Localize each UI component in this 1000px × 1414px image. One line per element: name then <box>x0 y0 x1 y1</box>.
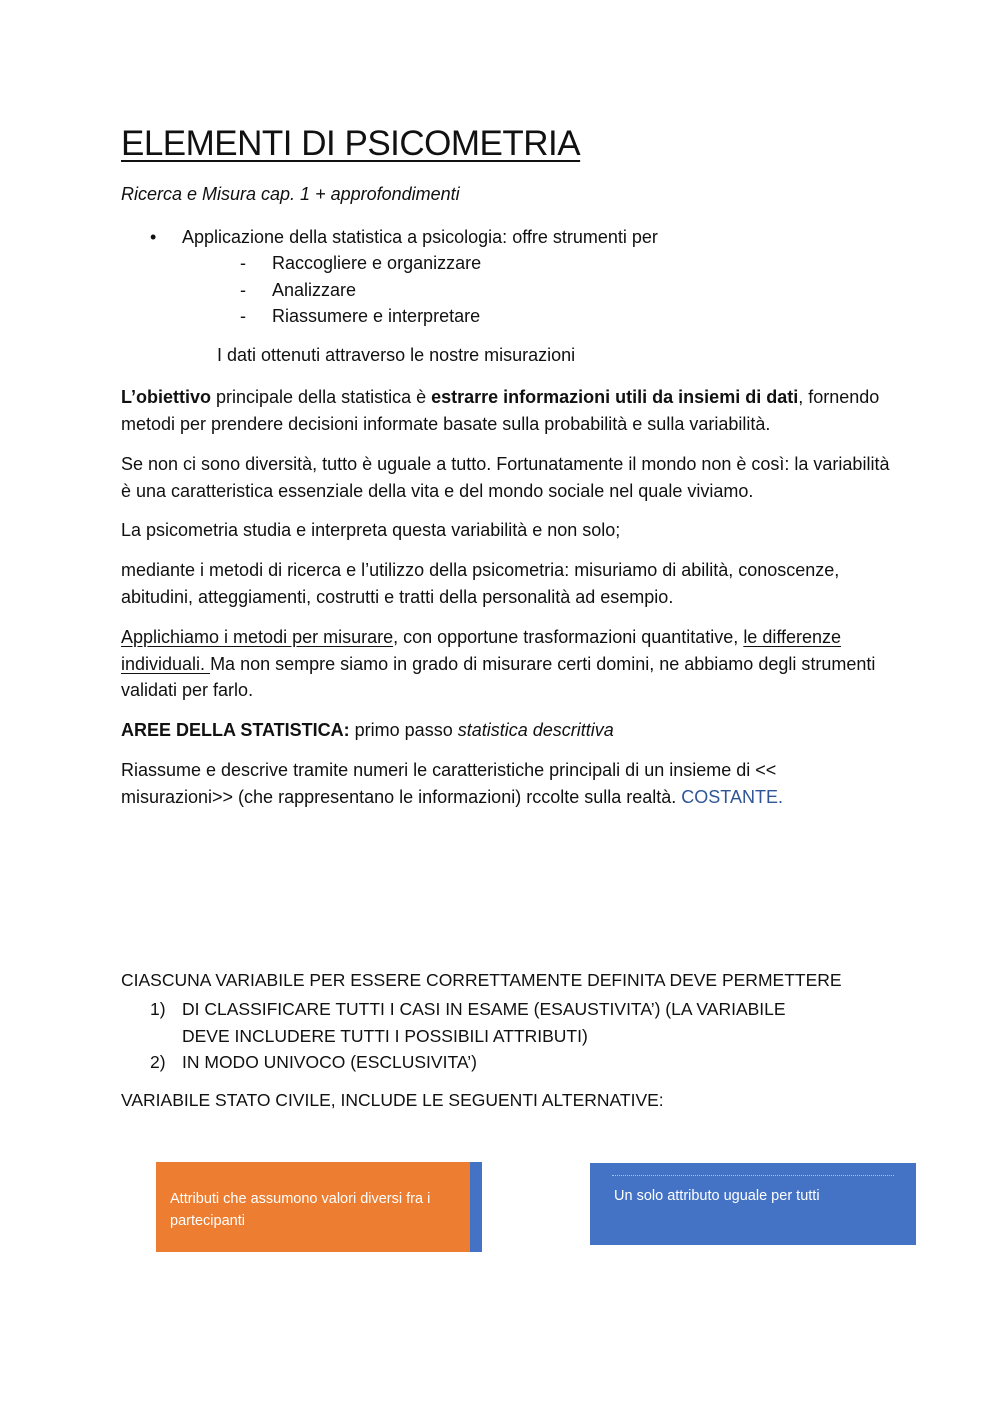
list-item <box>150 996 822 1049</box>
dash-marker: - <box>240 306 246 326</box>
paragraph-riassume <box>121 757 891 810</box>
paragraph-aree <box>121 717 891 744</box>
paragraph-diversita: Se non ci sono diversità, tutto è uguale a tutto. Fortunatamente il mondo non è così: la variabilità è una caratteristica essenziale della vita e del mondo sociale nel quale viviamo. <box>121 454 890 501</box>
variabile-heading: CIASCUNA VARIABILE PER ESSERE CORRETTAMENTE DEFINITA DEVE PERMETTERE <box>121 970 842 990</box>
paragraph-metodi: mediante i metodi di ricerca e l’utilizzo della psicometria: misuriamo di abilità, conoscenze, abitudini, atteggiamenti, costrutti e tratti della personalità ad esempio. <box>121 560 840 607</box>
list-number: 1) <box>150 999 166 1019</box>
section-heading: AREE DELLA STATISTICA: <box>121 720 350 740</box>
paragraph-text: principale della statistica è <box>211 387 432 407</box>
list-item <box>150 1049 822 1076</box>
list-item-text: Raccogliere e organizzare <box>272 253 482 273</box>
paragraph-psicometria: La psicometria studia e interpreta questa variabilità e non solo; <box>121 520 621 540</box>
list-item-text: IN MODO UNIVOCO (ESCLUSIVITA’) <box>182 1052 477 1072</box>
orange-box-edge <box>470 1162 482 1252</box>
paragraph-text: , fornendo metodi per prendere decisioni informate basate sulla probabilità e sulla variabilità. <box>121 387 880 434</box>
indented-text: I dati ottenuti attraverso le nostre misurazioni <box>217 345 576 365</box>
page-title: ELEMENTI DI PSICOMETRIA <box>121 124 581 163</box>
dash-marker: - <box>240 253 246 273</box>
underlined-text: le differenze individuali. <box>121 627 842 674</box>
dash-marker: - <box>240 279 246 300</box>
numbered-list <box>150 996 822 1076</box>
orange-box <box>156 1162 470 1252</box>
paragraph-applichiamo <box>121 624 891 704</box>
bold-text: estrarre informazioni utili da insiemi di dati <box>431 387 799 407</box>
blue-box-text: Un solo attributo uguale per tutti <box>614 1188 820 1204</box>
italic-text: statistica descrittiva <box>457 720 614 740</box>
highlight-text: COSTANTE. <box>681 786 783 807</box>
stato-civile-heading: VARIABILE STATO CIVILE, INCLUDE LE SEGUENTI ALTERNATIVE: <box>121 1090 664 1110</box>
blue-box-divider <box>612 1175 894 1176</box>
list-item-text: Analizzare <box>272 279 357 300</box>
paragraph-text: primo passo <box>349 720 458 740</box>
orange-box-text: Attributi che assumono valori diversi fra i partecipanti <box>170 1191 431 1229</box>
list-number: 2) <box>150 1052 166 1072</box>
underlined-text: Applichiamo i metodi per misurare <box>121 627 394 647</box>
paragraph-text: Ma non sempre siamo in grado di misurare certi domini, ne abbiamo degli strumenti validati per farlo. <box>121 653 876 700</box>
bullet-text: Applicazione della statistica a psicologia: offre strumenti per <box>182 227 658 247</box>
list-item-text: Riassumere e interpretare <box>272 306 481 326</box>
paragraph-text: Riassume e descrive tramite numeri le caratteristiche principali di un insieme di << misurazioni>> (che rappresentano le informazioni) rccolte sulla realtà. <box>121 760 777 807</box>
paragraph-text: , con opportune trasformazioni quantitative, <box>393 627 744 647</box>
bold-text: L’obiettivo <box>121 387 211 407</box>
list-item-text: DI CLASSIFICARE TUTTI I CASI IN ESAME (ESAUSTIVITA’) (LA VARIABILE DEVE INCLUDERE TUTTI I POSSIBILI ATTRIBUTI) <box>182 999 786 1046</box>
paragraph-obiettivo <box>121 384 891 437</box>
bullet-marker: • <box>150 227 157 247</box>
page-subtitle: Ricerca e Misura cap. 1 + approfondimenti <box>121 184 460 204</box>
